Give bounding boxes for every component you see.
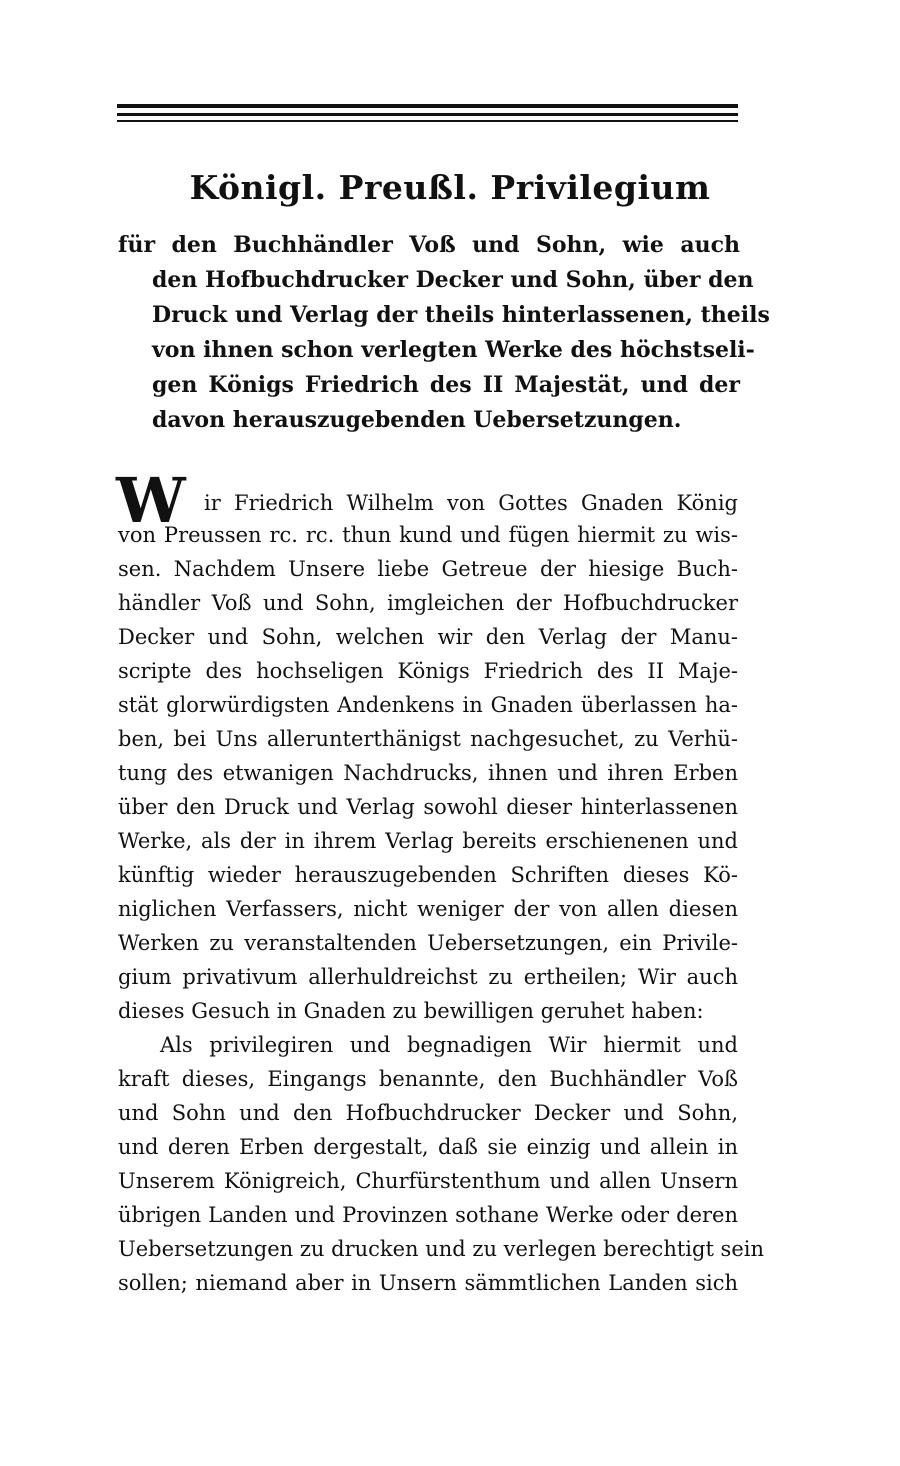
body-line: und Sohn und den Hofbuchdrucker Decker und Sohn, — [118, 1101, 738, 1125]
body-line: Uebersetzungen zu drucken und zu verlegen berechtigt sein — [118, 1237, 765, 1261]
drop-cap: W — [116, 464, 186, 537]
body-line: Unserem Königreich, Churfürstenthum und allen Unsern — [118, 1169, 738, 1193]
body-line: sen. Nachdem Unsere liebe Getreue der hiesige Buch- — [118, 557, 738, 581]
body-line: von Preussen rc. rc. thun kund und fügen hiermit zu wis- — [118, 523, 738, 547]
body-line: Werke, als der in ihrem Verlag bereits erschienenen und — [118, 829, 738, 853]
subtitle-line: gen Königs Friedrich des II Majestät, und der — [152, 372, 740, 398]
subtitle-line: von ihnen schon verlegten Werke des höchstseli- — [152, 337, 755, 363]
body-line: übrigen Landen und Provinzen sothane Werke oder deren — [118, 1203, 738, 1227]
body-line: Decker und Sohn, welchen wir den Verlag der Manu- — [118, 625, 738, 649]
body-line: händler Voß und Sohn, imgleichen der Hofbuchdrucker — [118, 591, 738, 615]
body-line: sollen; niemand aber in Unsern sämmtlichen Landen sich — [118, 1271, 738, 1295]
body-line: gium privativum allerhuldreichst zu ertheilen; Wir auch — [118, 965, 738, 989]
body-line: ir Friedrich Wilhelm von Gottes Gnaden König — [204, 491, 738, 515]
body-line: über den Druck und Verlag sowohl dieser hinterlassenen — [118, 795, 738, 819]
top-rule-thin — [117, 120, 738, 122]
page-title: Königl. Preußl. Privilegium — [189, 168, 711, 207]
top-rule-thick — [117, 104, 738, 108]
body-line: kraft dieses, Eingangs benannte, den Buchhändler Voß — [118, 1067, 738, 1091]
subtitle-line: für den Buchhändler Voß und Sohn, wie auch — [118, 232, 740, 258]
subtitle-line: davon herauszugebenden Uebersetzungen. — [152, 407, 682, 433]
subtitle-line: den Hofbuchdrucker Decker und Sohn, über den — [152, 267, 754, 293]
top-rule-middle — [117, 113, 738, 116]
body-line: und deren Erben dergestalt, daß sie einzig und allein in — [118, 1135, 738, 1159]
body-line: dieses Gesuch in Gnaden zu bewilligen geruhet haben: — [118, 999, 704, 1023]
body-line: tung des etwanigen Nachdrucks, ihnen und ihren Erben — [118, 761, 738, 785]
body-line: scripte des hochseligen Königs Friedrich des II Maje- — [118, 659, 738, 683]
body-line: niglichen Verfassers, nicht weniger der von allen diesen — [118, 897, 738, 921]
body-line: ben, bei Uns allerunterthänigst nachgesuchet, zu Verhü- — [118, 727, 738, 751]
body-line: Als privilegiren und begnadigen Wir hiermit und — [160, 1033, 738, 1057]
body-line: Werken zu veranstaltenden Uebersetzungen, ein Privile- — [118, 931, 738, 955]
body-line: stät glorwürdigsten Andenkens in Gnaden überlassen ha- — [118, 693, 738, 717]
body-line: künftig wieder herauszugebenden Schriften dieses Kö- — [118, 863, 738, 887]
subtitle-line: Druck und Verlag der theils hinterlassenen, theils — [152, 302, 770, 328]
